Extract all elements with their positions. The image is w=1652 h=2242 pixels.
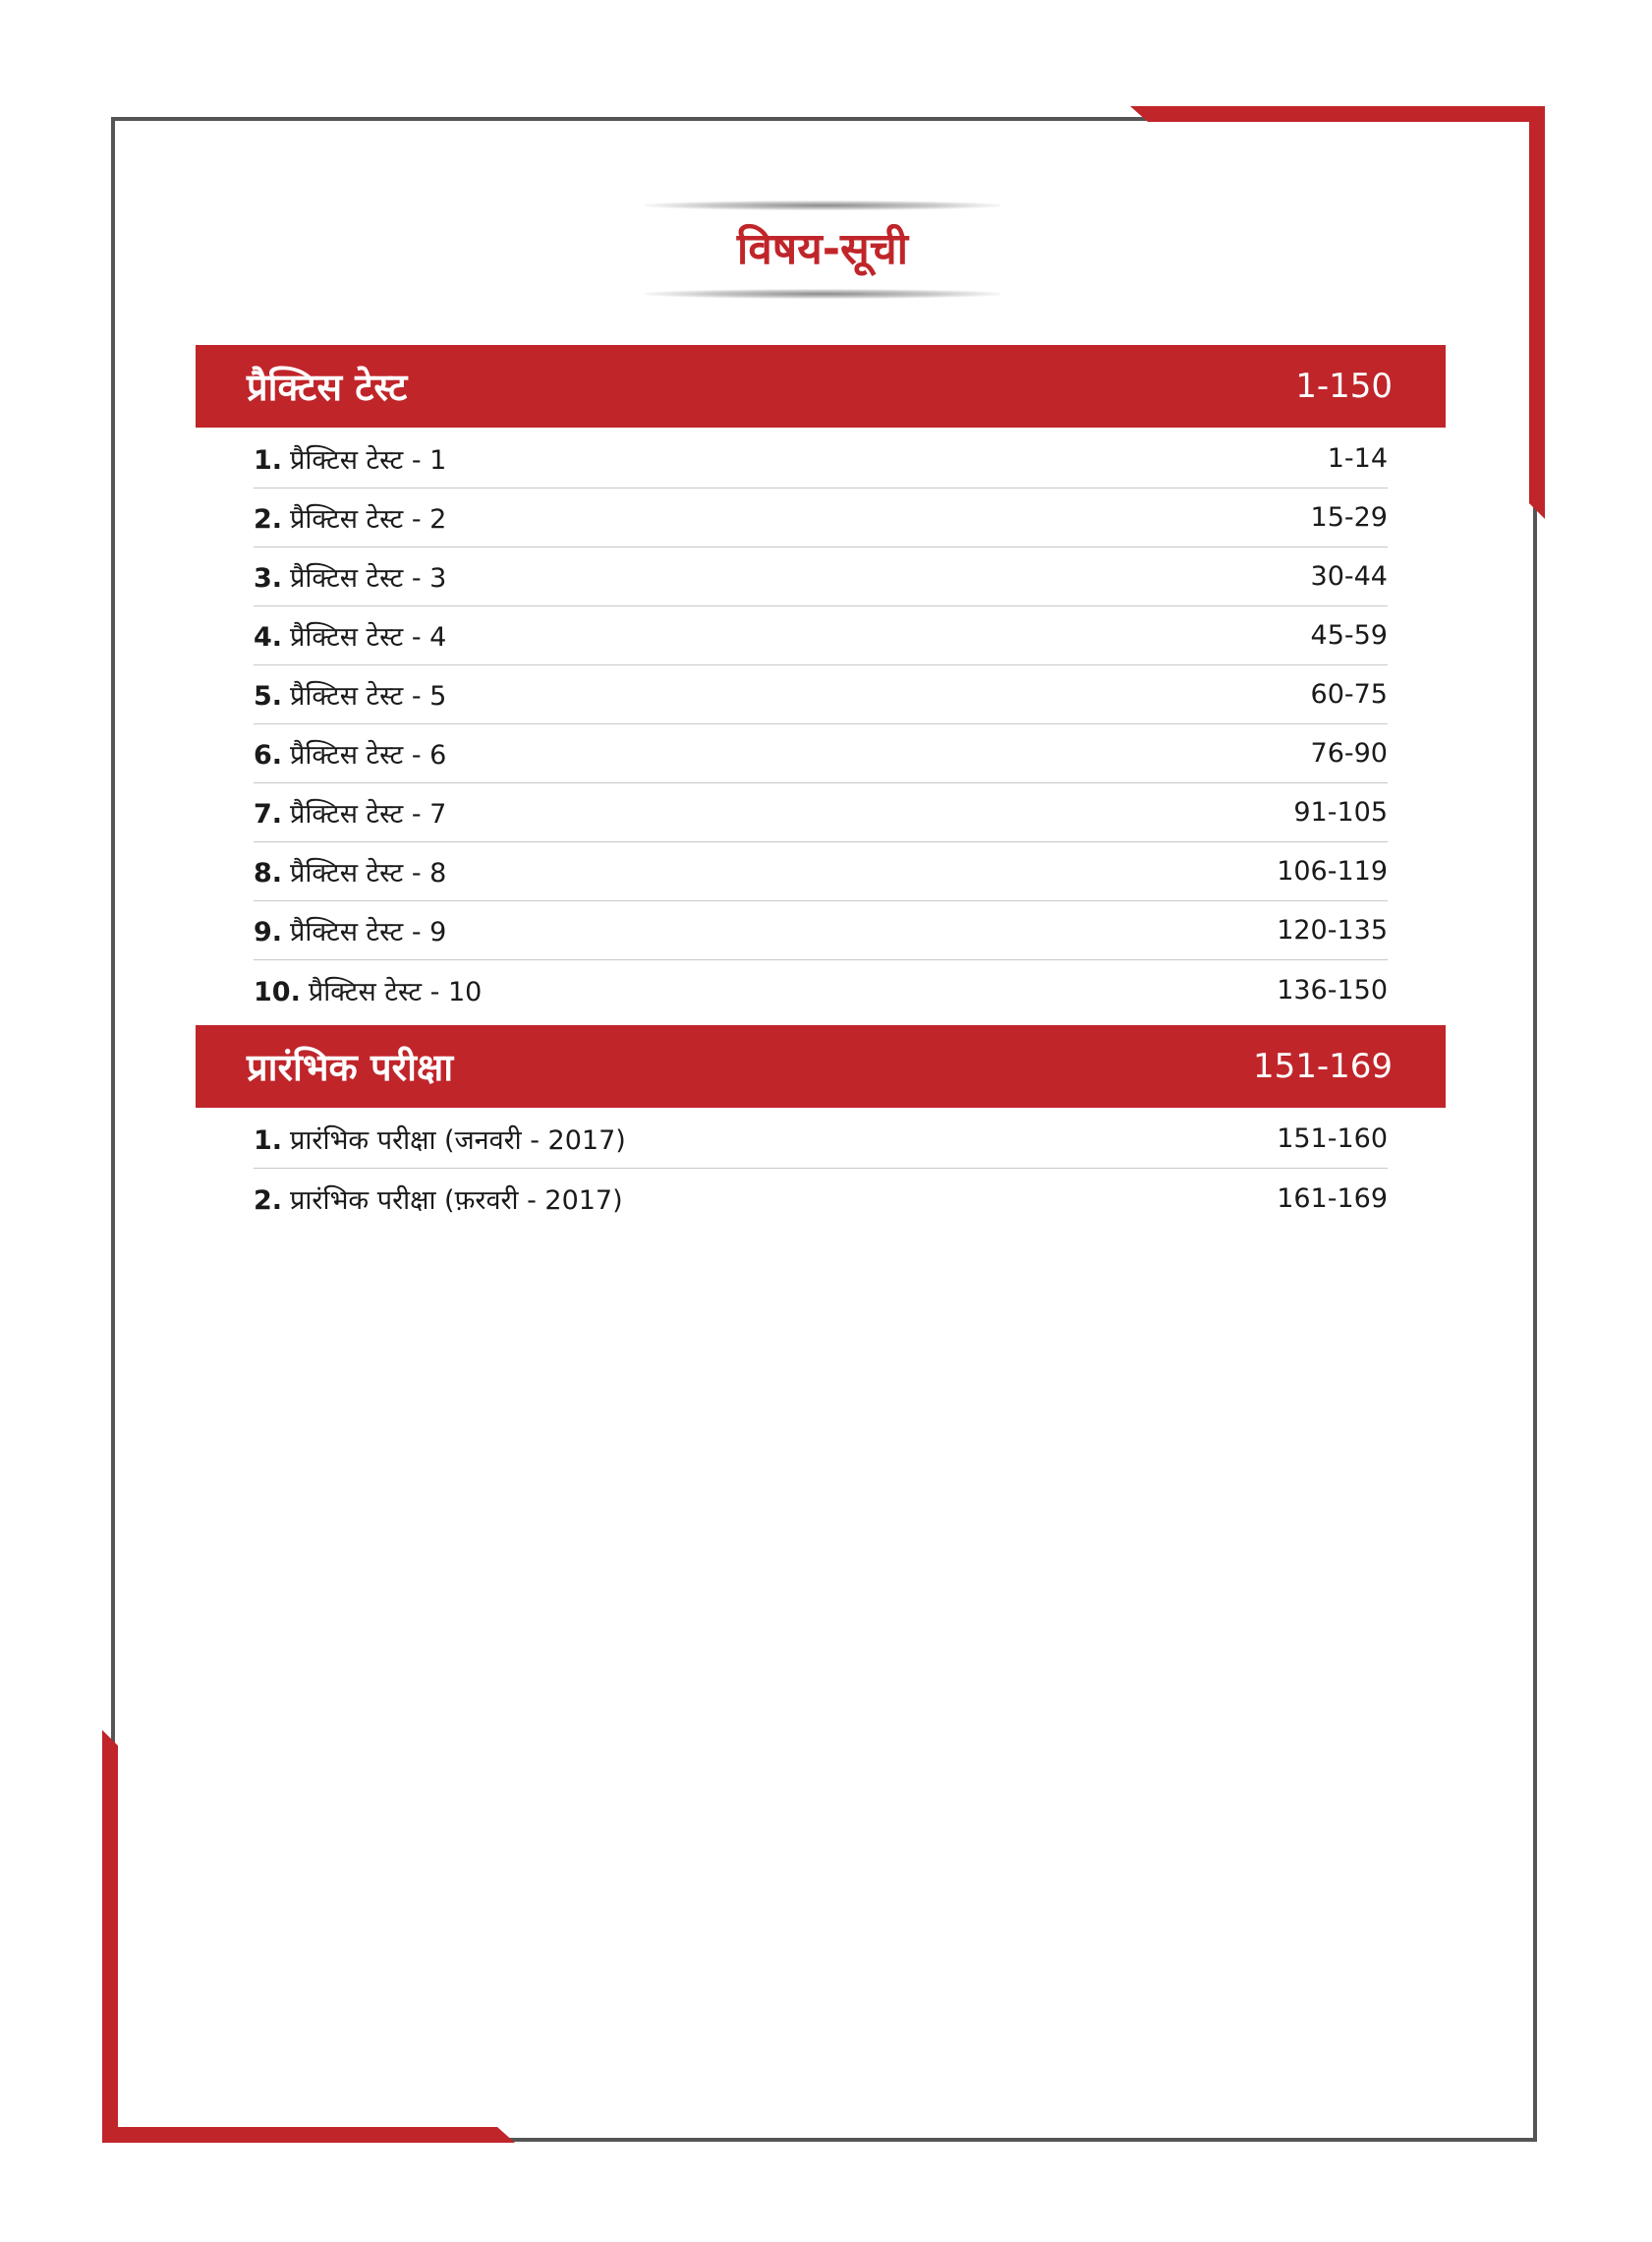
toc-item-number: 2. <box>254 1184 283 1216</box>
toc-item-pages: 60-75 <box>1310 679 1388 710</box>
toc-item-number: 9. <box>254 917 283 948</box>
toc-row[interactable] <box>254 547 1388 606</box>
toc-item-pages: 120-135 <box>1277 915 1388 946</box>
title-rule-top <box>645 201 1000 210</box>
toc-item-label: प्रारंभिक परीक्षा (जनवरी - 2017) <box>290 1125 626 1156</box>
toc-item-label: प्रैक्टिस टेस्ट - 9 <box>290 917 447 948</box>
toc-item-label: प्रैक्टिस टेस्ट - 7 <box>290 799 447 830</box>
toc-item-pages: 106-119 <box>1277 856 1388 887</box>
toc-list-preliminary-exam <box>254 1110 1388 1228</box>
toc-item-number: 3. <box>254 563 283 594</box>
corner-accent-left <box>102 1730 118 2143</box>
toc-item-pages: 15-29 <box>1310 502 1388 533</box>
title-rule-bottom <box>645 289 1000 299</box>
toc-item-number: 6. <box>254 740 283 771</box>
toc-item-label: प्रैक्टिस टेस्ट - 3 <box>290 563 447 594</box>
toc-row[interactable] <box>254 1169 1388 1228</box>
toc-item-pages: 151-160 <box>1277 1123 1388 1154</box>
toc-row[interactable] <box>254 724 1388 783</box>
toc-item-pages: 45-59 <box>1310 620 1388 651</box>
section-header-preliminary-exam[interactable] <box>196 1025 1446 1108</box>
page-title: विषय-सूची <box>736 224 909 274</box>
toc-item-number: 1. <box>254 445 283 476</box>
corner-accent-bottom <box>102 2127 515 2143</box>
section-page-range: 151-169 <box>1252 1047 1393 1086</box>
toc-item-label: प्रैक्टिस टेस्ट - 6 <box>290 740 447 771</box>
toc-item-number: 5. <box>254 681 283 712</box>
toc-item-pages: 161-169 <box>1277 1182 1388 1214</box>
toc-item-label: प्रैक्टिस टेस्ट - 1 <box>290 445 447 476</box>
toc-item-label: प्रैक्टिस टेस्ट - 5 <box>290 681 447 712</box>
corner-accent-top <box>1130 106 1543 122</box>
toc-item-label: प्रैक्टिस टेस्ट - 8 <box>290 858 447 889</box>
toc-item-pages: 136-150 <box>1277 974 1388 1006</box>
toc-item-pages: 91-105 <box>1293 797 1388 828</box>
toc-item-number: 1. <box>254 1125 283 1156</box>
toc-list-practice-tests <box>254 430 1388 1019</box>
toc-row[interactable] <box>254 960 1388 1019</box>
toc-row[interactable] <box>254 783 1388 842</box>
toc-item-pages: 30-44 <box>1310 561 1388 592</box>
toc-item-number: 10. <box>254 976 301 1007</box>
section-title: प्रैक्टिस टेस्ट <box>247 366 408 409</box>
toc-row[interactable] <box>254 1110 1388 1169</box>
toc-row[interactable] <box>254 665 1388 724</box>
toc-row[interactable] <box>254 489 1388 547</box>
toc-item-number: 7. <box>254 799 283 830</box>
toc-item-number: 8. <box>254 858 283 889</box>
toc-row[interactable] <box>254 842 1388 901</box>
toc-item-label: प्रैक्टिस टेस्ट - 10 <box>308 976 483 1007</box>
toc-item-pages: 1-14 <box>1327 443 1388 474</box>
toc-item-number: 4. <box>254 622 283 653</box>
corner-accent-right <box>1529 106 1545 519</box>
toc-row[interactable] <box>254 430 1388 489</box>
section-header-practice-tests[interactable] <box>196 345 1446 428</box>
toc-item-label: प्रैक्टिस टेस्ट - 2 <box>290 504 447 535</box>
section-title: प्रारंभिक परीक्षा <box>247 1046 454 1089</box>
title-block <box>645 201 1000 299</box>
toc-item-pages: 76-90 <box>1310 738 1388 769</box>
toc-row[interactable] <box>254 606 1388 665</box>
toc-row[interactable] <box>254 901 1388 960</box>
toc-item-label: प्रारंभिक परीक्षा (फ़रवरी - 2017) <box>290 1184 623 1216</box>
toc-item-label: प्रैक्टिस टेस्ट - 4 <box>290 622 447 653</box>
toc-item-number: 2. <box>254 504 283 535</box>
section-page-range: 1-150 <box>1295 367 1393 406</box>
